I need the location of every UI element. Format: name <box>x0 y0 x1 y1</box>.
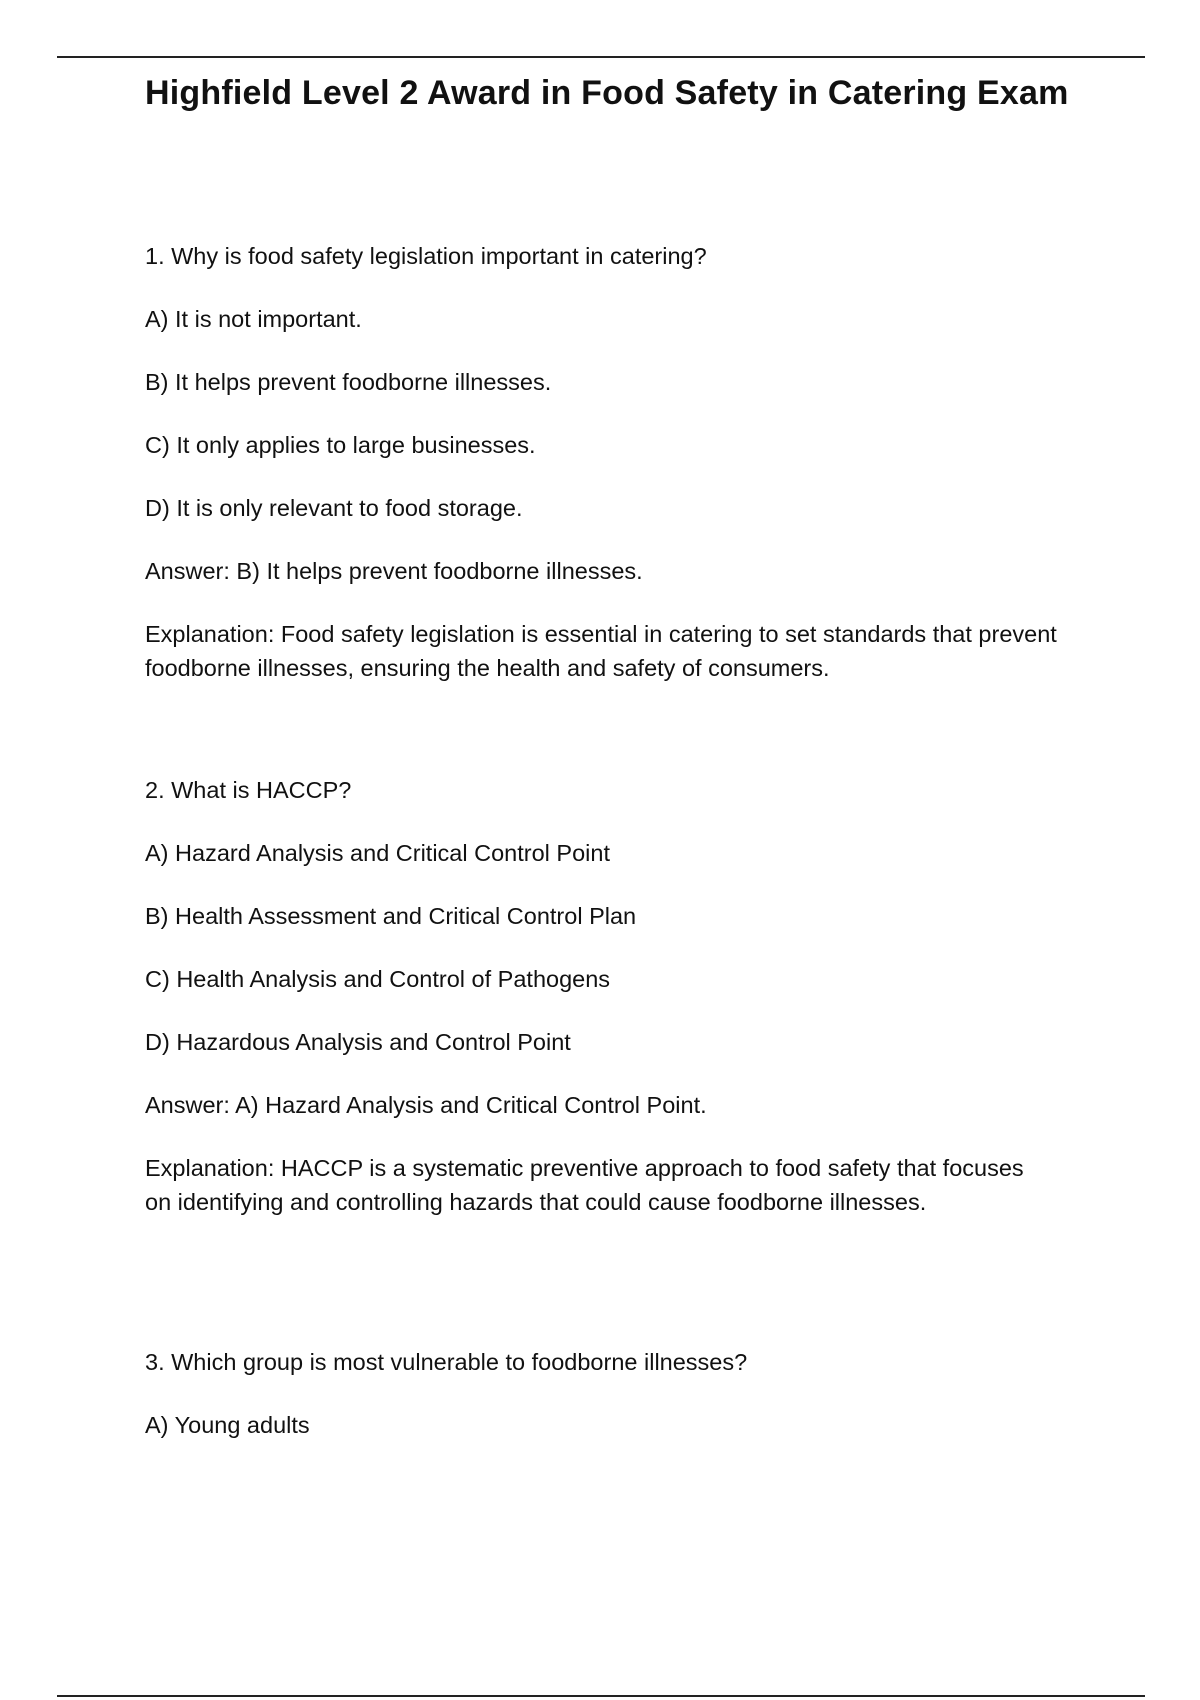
option-d: D) It is only relevant to food storage. <box>145 495 523 521</box>
question-text: 2. What is HACCP? <box>145 777 352 803</box>
option-a: A) It is not important. <box>145 306 362 332</box>
answer-text: Answer: A) Hazard Analysis and Critical Control Point. <box>145 1092 707 1118</box>
question-2 <box>145 773 1085 1219</box>
explanation-text: Explanation: Food safety legislation is essential in catering to set standards that prevent foodborne illnesses, ensuring the health and safety of consumers. <box>145 621 1057 681</box>
option-b: B) Health Assessment and Critical Control Plan <box>145 903 637 929</box>
page-title: Highfield Level 2 Award in Food Safety in Catering Exam <box>145 74 1069 112</box>
answer-text: Answer: B) It helps prevent foodborne illnesses. <box>145 558 643 584</box>
option-a: A) Young adults <box>145 1412 310 1438</box>
option-b: B) It helps prevent foodborne illnesses. <box>145 369 552 395</box>
question-text: 3. Which group is most vulnerable to foodborne illnesses? <box>145 1349 748 1375</box>
option-a: A) Hazard Analysis and Critical Control Point <box>145 840 610 866</box>
question-1 <box>145 239 1085 685</box>
option-c: C) Health Analysis and Control of Pathogens <box>145 966 611 992</box>
question-3 <box>145 1345 1085 1442</box>
bottom-rule <box>57 1695 1145 1697</box>
explanation-text: Explanation: HACCP is a systematic preventive approach to food safety that focuses on identifying and controlling hazards that could cause foodborne illnesses. <box>145 1155 1024 1215</box>
question-text: 1. Why is food safety legislation important in catering? <box>145 243 707 269</box>
top-rule <box>57 56 1145 58</box>
option-c: C) It only applies to large businesses. <box>145 432 536 458</box>
option-d: D) Hazardous Analysis and Control Point <box>145 1029 571 1055</box>
